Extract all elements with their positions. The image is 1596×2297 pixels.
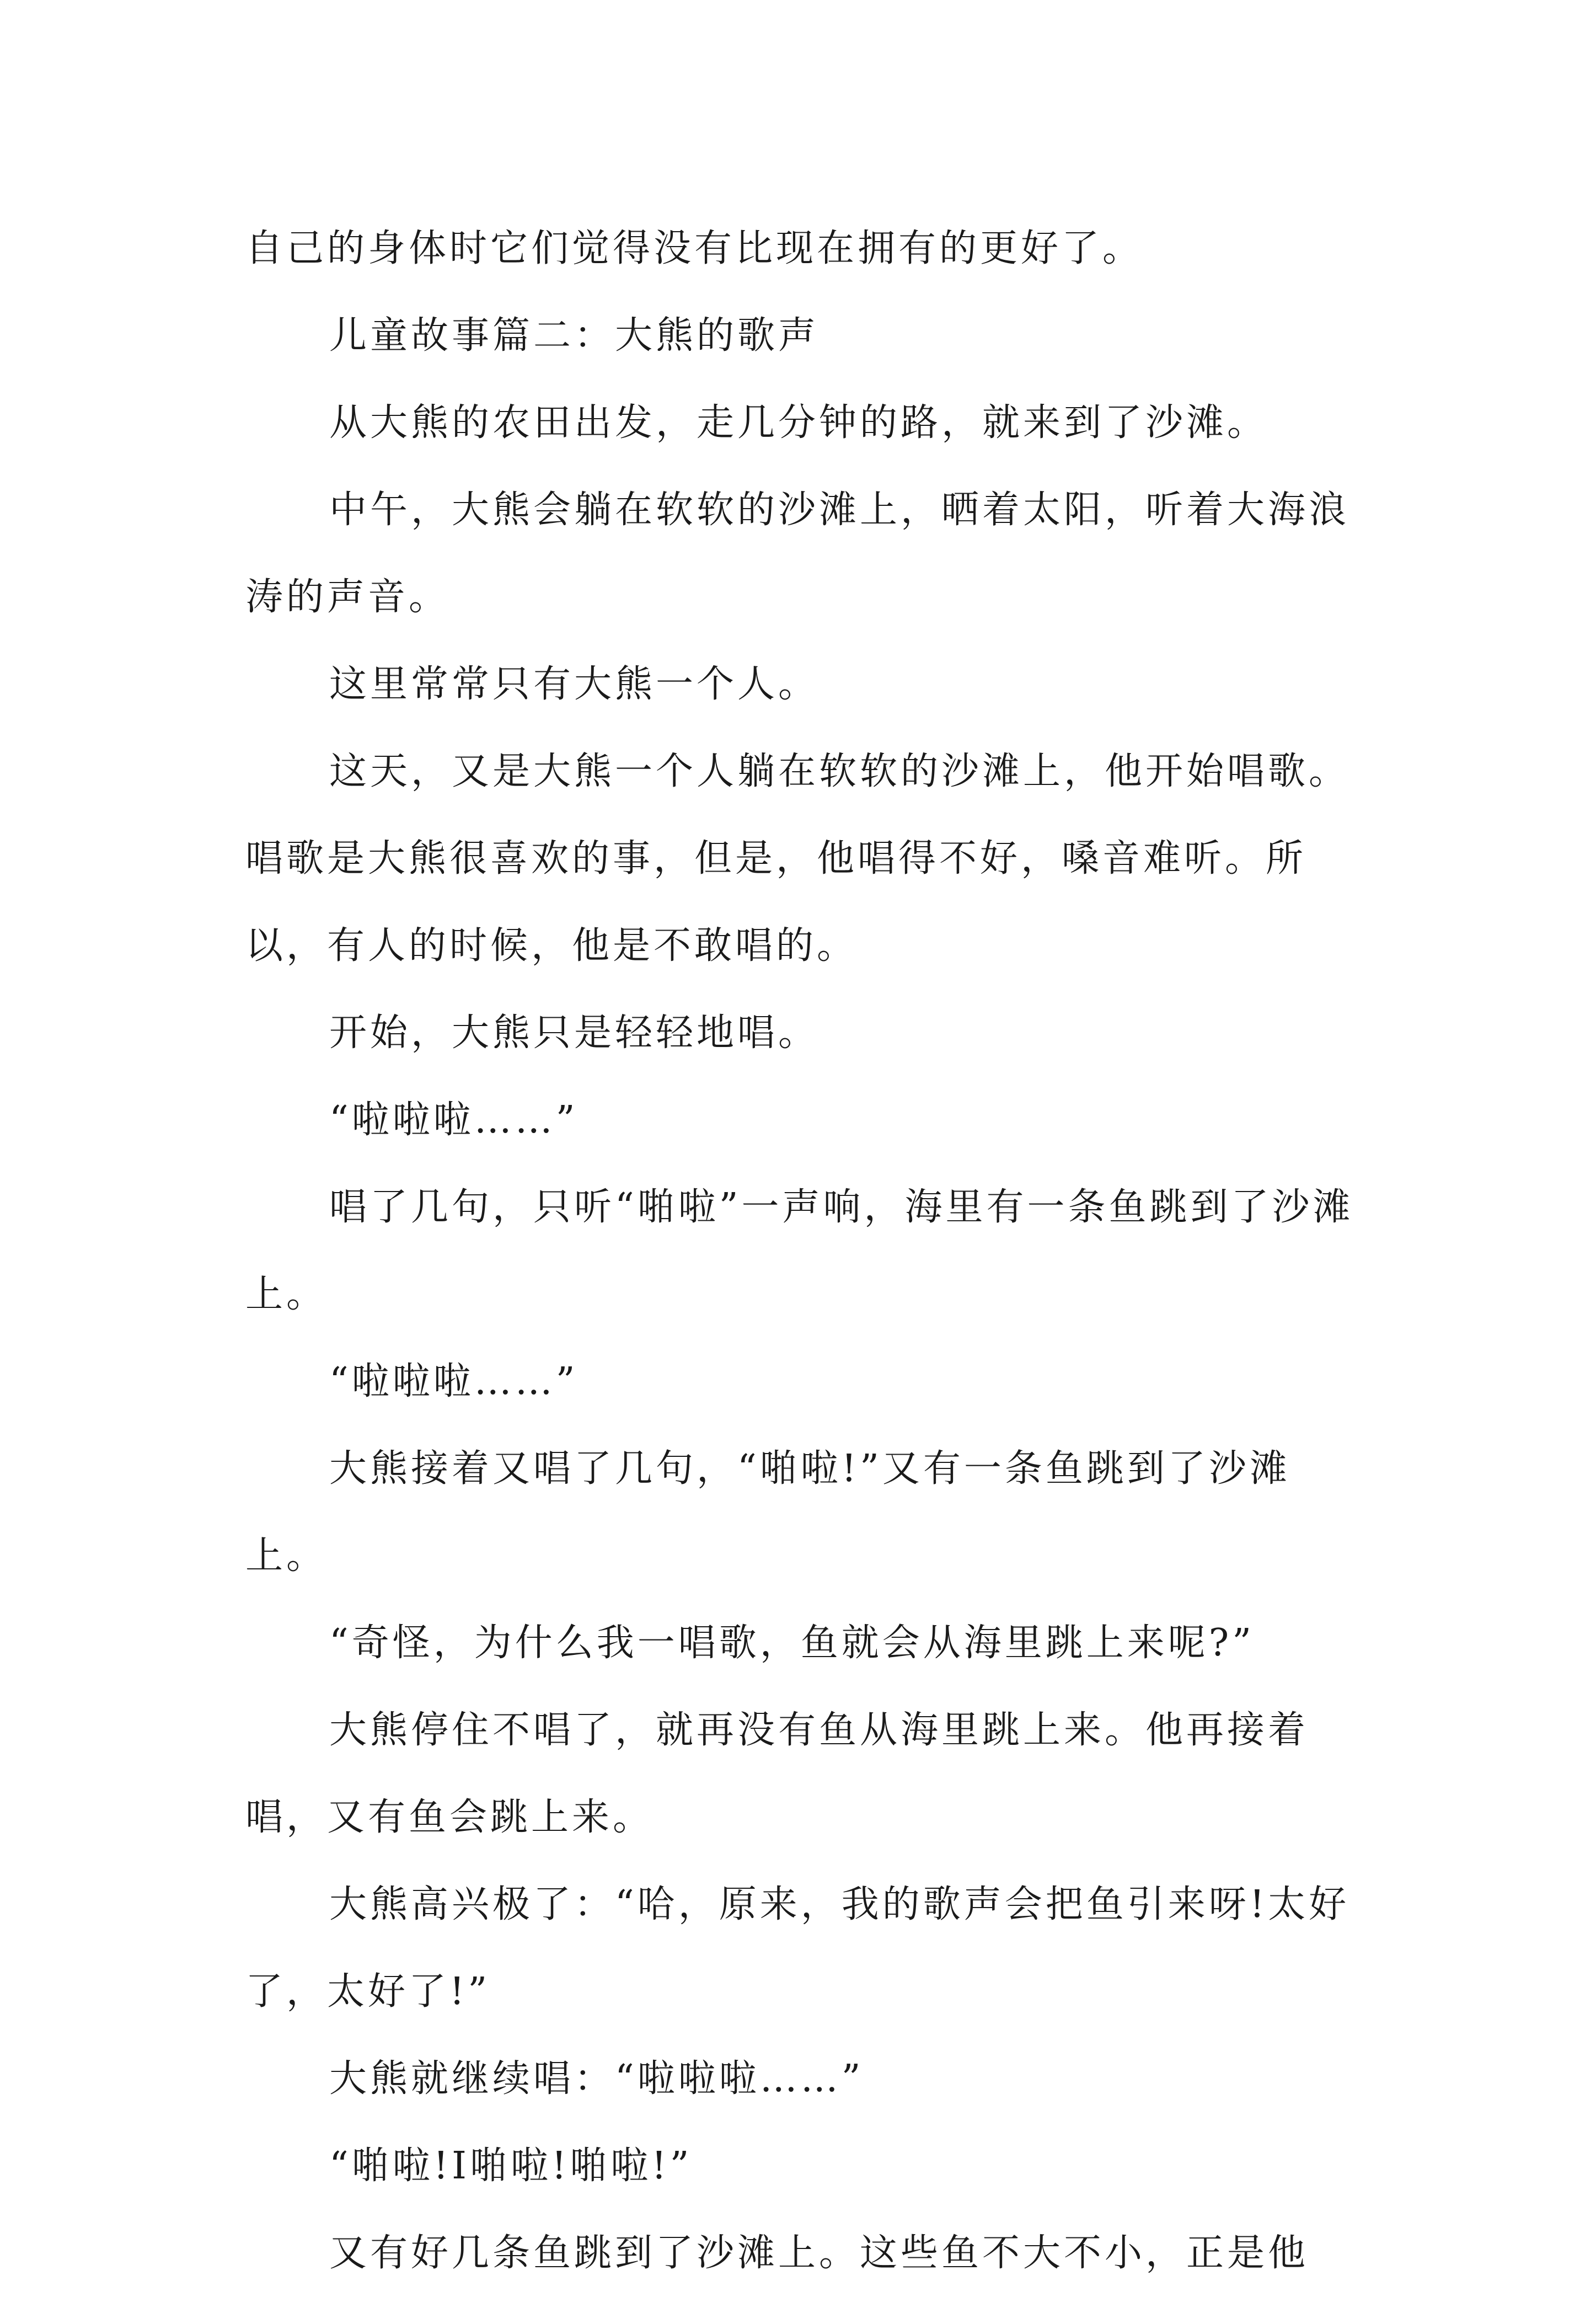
- paragraph: 大熊就继续唱：“啦啦啦……”: [329, 2057, 864, 2101]
- paragraph: 自己的身体时它们觉得没有比现在拥有的更好了。: [245, 227, 1144, 270]
- paragraph: 开始，大熊只是轻轻地唱。: [329, 1011, 820, 1055]
- paragraph: “啦啦啦……”: [329, 1098, 579, 1142]
- story-text: [245, 205, 1365, 2297]
- paragraph: 又有好几条鱼跳到了沙滩上。这些鱼不大不小，正是他: [329, 2231, 1309, 2275]
- paragraph: 大熊接着又唱了几句，“啪啦!”又有一条鱼跳到了沙滩上。: [245, 1447, 1290, 1578]
- section-heading: 儿童故事篇二：大熊的歌声: [329, 314, 820, 357]
- paragraph: “奇怪，为什么我一唱歌，鱼就会从海里跳上来呢?”: [329, 1621, 1255, 1665]
- paragraph: 唱了几句，只听“啪啦”一声响，海里有一条鱼跳到了沙滩上。: [245, 1185, 1354, 1316]
- paragraph: 这天，又是大熊一个人躺在软软的沙滩上，他开始唱歌。唱歌是大熊很喜欢的事，但是，他唱得不好，嗓音难听。所以，有人的时候，他是不敢唱的。: [245, 750, 1350, 968]
- paragraph: “啦啦啦……”: [329, 1360, 579, 1403]
- paragraph: 大熊高兴极了：“哈，原来，我的歌声会把鱼引来呀!太好了，太好了!”: [245, 1883, 1350, 2013]
- paragraph: 大熊停住不唱了，就再没有鱼从海里跳上来。他再接着唱，又有鱼会跳上来。: [245, 1708, 1309, 1839]
- paragraph: 这里常常只有大熊一个人。: [329, 663, 820, 706]
- paragraph: 中午，大熊会躺在软软的沙滩上，晒着太阳，听着大海浪涛的声音。: [245, 488, 1350, 619]
- paragraph: 从大熊的农田出发，走几分钟的路，就来到了沙滩。: [329, 401, 1268, 445]
- paragraph: “啪啦!I啪啦!啪啦!”: [329, 2144, 693, 2188]
